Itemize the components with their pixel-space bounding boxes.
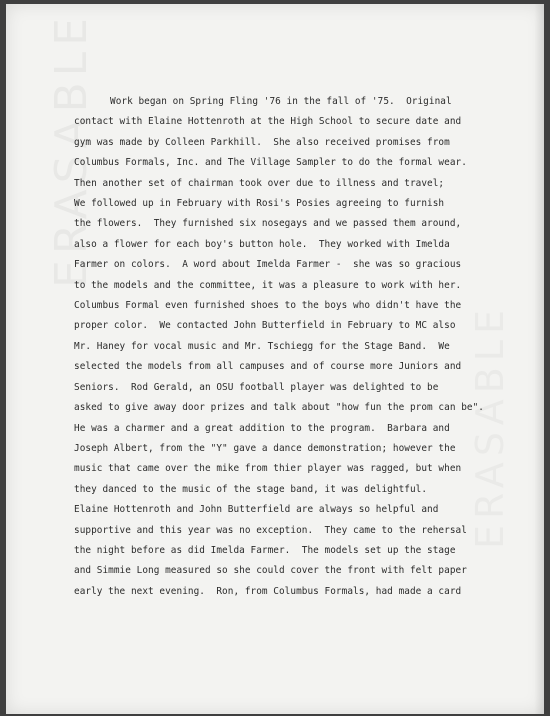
text-line: the flowers. They furnished six nosegays and we passed them around, [74,218,462,230]
text-line: Then another set of chairman took over due to illness and travel; [74,177,445,189]
text-line: they danced to the music of the stage band, it was delightful. [74,483,428,495]
text-line: also a flower for each boy's button hole. They worked with Imelda [74,238,450,250]
text-line: Mr. Haney for vocal music and Mr. Tschiegg for the Stage Band. We [74,340,450,352]
text-line: Elaine Hottenroth and John Butterfield are always so helpful and [74,504,439,516]
text-line: He was a charmer and a great addition to the program. Barbara and [74,422,450,434]
text-line: and Simmie Long measured so she could cover the front with felt paper [74,565,467,577]
text-line: selected the models from all campuses and of course more Juniors and [74,361,462,373]
typed-text-body [74,92,544,602]
text-line: to the models and the committee, it was a pleasure to work with her. [74,279,462,291]
text-line: We followed up in February with Rosi's Posies agreeing to furnish [74,198,445,210]
text-line: Seniors. Rod Gerald, an OSU football player was delighted to be [74,381,439,393]
text-line: asked to give away door prizes and talk about "how fun the prom can be". [74,402,484,414]
text-line: supportive and this year was no exception. They came to the rehersal [74,524,467,536]
text-line: Joseph Albert, from the "Y" gave a dance demonstration; however the [74,442,456,454]
text-line: Columbus Formals, Inc. and The Village Sampler to do the formal wear. [74,157,467,169]
typed-page [6,4,544,714]
text-line: contact with Elaine Hottenroth at the High School to secure date and [74,116,462,128]
text-line: early the next evening. Ron, from Columbus Formals, had made a card [74,585,462,597]
text-line: proper color. We contacted John Butterfield in February to MC also [74,320,456,332]
text-line: gym was made by Colleen Parkhill. She also received promises from [74,136,450,148]
text-line: the night before as did Imelda Farmer. The models set up the stage [74,544,456,556]
text-line: Farmer on colors. A word about Imelda Farmer - she was so gracious [74,259,462,271]
text-line: Columbus Formal even furnished shoes to the boys who didn't have the [74,300,462,312]
text-line: music that came over the mike from thier player was ragged, but when [74,463,462,475]
text-line: Work began on Spring Fling '76 in the fall of '75. Original [110,96,452,107]
